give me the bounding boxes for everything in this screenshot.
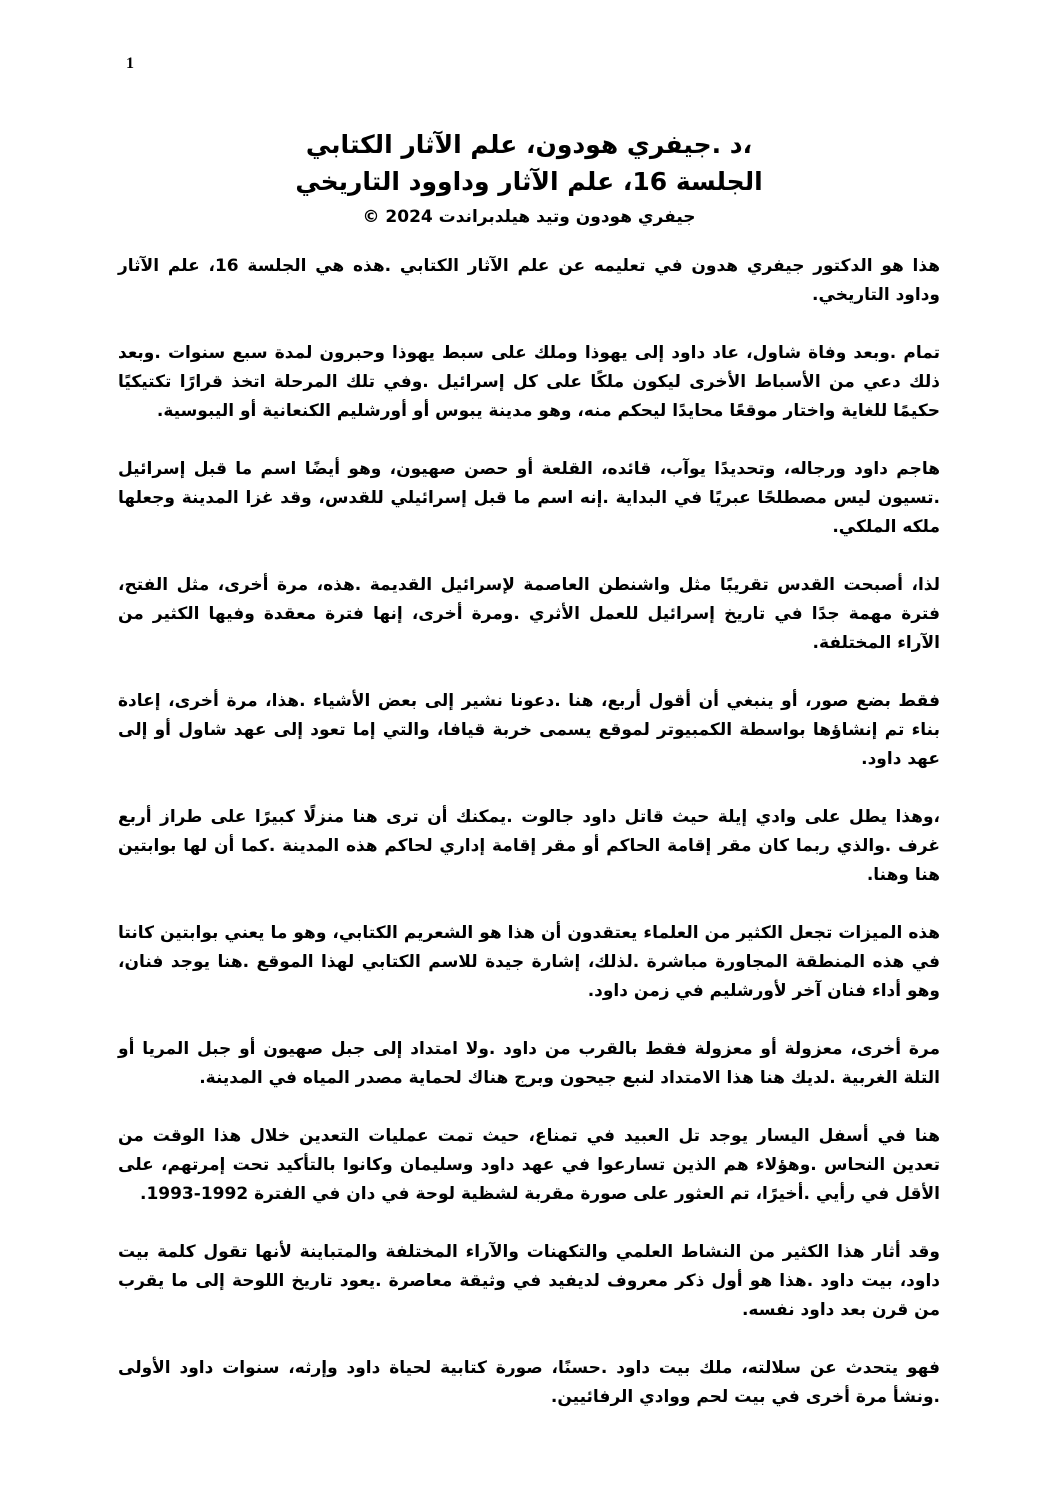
paragraph: هنا في أسفل اليسار يوجد تل العبيد في تمناع، حيث تمت عمليات التعدين خلال هذا الوقت من تعدين النحاس .وهؤلاء هم الذين تسارعوا في عهد داود وسليمان وكانوا بالتأكيد تحت إمرتهم، على الأقل في رأيي .أخيرًا، تم العثور على صورة مقربة لشظية لوحة في دان في الفترة 1992-1993. <box>118 1126 940 1204</box>
title-line-1: ،د .جيفري هودون، علم الآثار الكتابي <box>305 130 753 159</box>
page-number: 1 <box>126 55 134 72</box>
paragraph: لذا، أصبحت القدس تقريبًا مثل واشنطن العاصمة لإسرائيل القديمة .هذه، مرة أخرى، مثل الفتح، فترة مهمة جدًا في تاريخ إسرائيل للعمل الأثري .ومرة أخرى، إنها فترة معقدة وفيها الكثير من الآراء المختلفة. <box>118 575 940 653</box>
paragraph: هذا هو الدكتور جيفري هدون في تعليمه عن علم الآثار الكتابي .هذه هي الجلسة 16، علم الآثار وداود التاريخي. <box>118 256 940 305</box>
paragraph: وقد أثار هذا الكثير من النشاط العلمي والتكهنات والآراء المختلفة والمتباينة لأنها تقول كلمة بيت داود، بيت داود .هذا هو أول ذكر معروف لديفيد في وثيقة معاصرة .يعود تاريخ اللوحة إلى ما يقرب من قرن بعد داود نفسه. <box>118 1242 940 1320</box>
paragraph: هذه الميزات تجعل الكثير من العلماء يعتقدون أن هذا هو الشعريم الكتابي، وهو ما يعني بوابتين كانتا في هذه المنطقة المجاورة مباشرة .لذلك، إشارة جيدة للاسم الكتابي لهذا الموقع .هنا يوجد فنان، وهو أداء فنان آخر لأورشليم في زمن داود. <box>118 923 940 1001</box>
paragraph: تمام .وبعد وفاة شاول، عاد داود إلى يهوذا وملك على سبط يهوذا وحبرون لمدة سبع سنوات .وبعد ذلك دعي من الأسباط الأخرى ليكون ملكًا على كل إسرائيل .وفي تلك المرحلة اتخذ قرارًا تكتيكيًا حكيمًا للغاية واختار موقعًا محايدًا ليحكم منه، وهو مدينة يبوس أو أورشليم الكنعانية أو اليبوسية. <box>118 343 940 421</box>
byline: جيفري هودون وتيد هيلدبراندت 2024 © <box>362 207 696 227</box>
paragraph: فهو يتحدث عن سلالته، ملك بيت داود .حسنًا، صورة كتابية لحياة داود وإرثه، سنوات داود الأولى .ونشأ مرة أخرى في بيت لحم ووادي الرفائيين. <box>118 1358 940 1407</box>
title-line-2: الجلسة 16، علم الآثار وداوود التاريخي <box>295 167 763 196</box>
paragraph: فقط بضع صور، أو ينبغي أن أقول أربع، هنا .دعونا نشير إلى بعض الأشياء .هذا، مرة أخرى، إعادة بناء تم إنشاؤها بواسطة الكمبيوتر لموقع يسمى خربة قيافا، والتي إما تعود إلى عهد شاول أو إلى عهد داود. <box>118 691 940 769</box>
paragraph: مرة أخرى، معزولة أو معزولة فقط بالقرب من داود .ولا امتداد إلى جبل صهيون أو جبل المريا أو التلة الغربية .لديك هنا هذا الامتداد لنبع جيحون وبرج هناك لحماية مصدر المياه في المدينة. <box>118 1039 940 1088</box>
paragraph: هاجم داود ورجاله، وتحديدًا يوآب، قائده، القلعة أو حصن صهيون، وهو أيضًا اسم ما قبل إسرائيل .تسيون ليس مصطلحًا عبريًا في البداية .إنه اسم ما قبل إسرائيلي للقدس، وقد غزا المدينة وجعلها ملكه الملكي. <box>118 459 940 537</box>
paragraph: ،وهذا يطل على وادي إيلة حيث قاتل داود جالوت .يمكنك أن ترى هنا منزلًا كبيرًا على طراز أربع غرف .والذي ربما كان مقر إقامة الحاكم أو مقر إقامة إداري لحاكم هذه المدينة .كما أن لها بوابتين هنا وهنا. <box>118 807 940 885</box>
document-title <box>118 126 940 200</box>
body-paragraphs <box>118 252 940 1412</box>
